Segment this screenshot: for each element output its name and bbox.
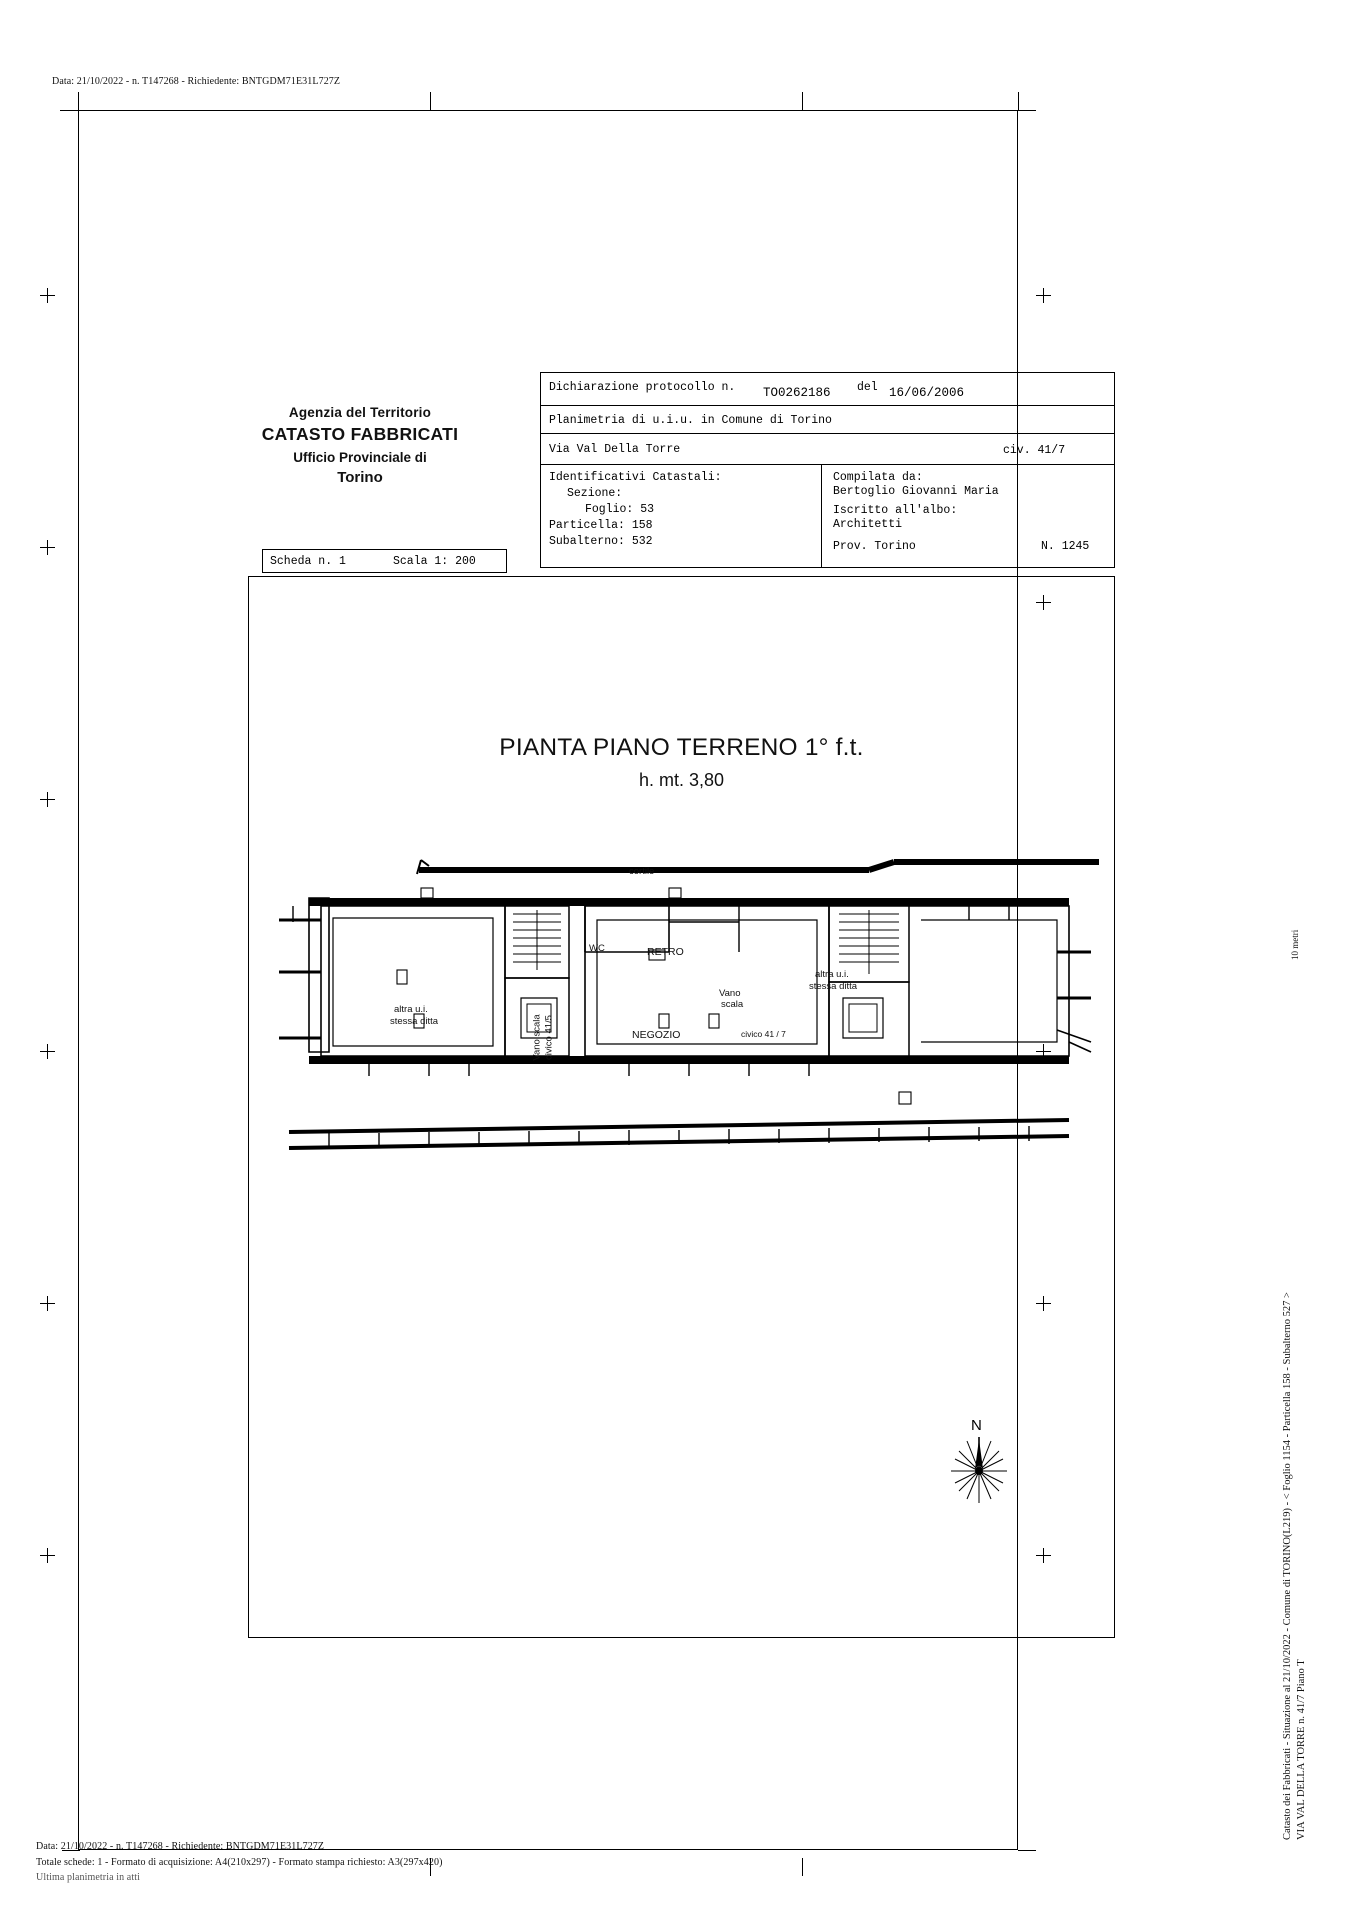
crop-mark [40, 792, 55, 807]
crop-mark [1018, 92, 1019, 110]
footer-request-stamp: Data: 21/10/2022 - n. T147268 - Richiedente: BNTGDM71E31L727Z [36, 1841, 325, 1852]
declaration-row-address [541, 434, 1114, 465]
table-vertical-divider [821, 465, 822, 568]
label-vano-scala-right-line2: scala [721, 999, 744, 1010]
crop-mark [60, 110, 78, 111]
address-text: Via Val Della Torre [549, 443, 681, 456]
registration-number: N. 1245 [1041, 540, 1090, 553]
floor-plan-drawing [269, 802, 1099, 1272]
label-civico-right: civico 41 / 7 [741, 1029, 786, 1039]
crop-mark [40, 1548, 55, 1563]
crop-mark [430, 92, 431, 110]
label-altra-ui-right-line1: altra u.i. [815, 969, 849, 980]
civic-number: civ. 41/7 [1003, 444, 1066, 457]
register-label: Iscritto all'albo: [833, 504, 958, 517]
agency-line-4: Torino [337, 469, 383, 486]
crop-mark [40, 1044, 55, 1059]
side-catasto-reference: Catasto dei Fabbricati - Situazione al 21/10/2022 - Comune di TORINO(L219) - < Foglio 1154 - Particella 158 - Subalterno 527 > [1282, 1292, 1293, 1840]
label-negozio: NEGOZIO [632, 1029, 681, 1041]
plan-title: PIANTA PIANO TERRENO 1° f.t. [499, 734, 864, 761]
declaration-row-planimetry [541, 406, 1114, 434]
crop-mark [78, 92, 79, 110]
compass-rose [949, 1417, 1009, 1507]
compass-north-label: N [971, 1417, 982, 1434]
crop-mark [802, 1858, 803, 1876]
agency-line-2: CATASTO FABBRICATI [261, 424, 459, 444]
label-wc: WC [589, 943, 605, 954]
foglio-value: Foglio: 53 [585, 503, 655, 516]
crop-mark [1036, 288, 1051, 303]
plan-frame [248, 576, 1115, 1638]
protocol-label: Dichiarazione protocollo n. [549, 381, 736, 394]
label-altra-ui-right-line2: stessa ditta [809, 981, 858, 992]
side-address-reference: VIA VAL DELLA TORRE n. 41/7 Piano T [1296, 1659, 1307, 1840]
agency-block [255, 405, 465, 486]
crop-mark [1018, 110, 1036, 111]
label-retro: RETRO [647, 946, 684, 958]
crop-mark [1018, 1850, 1036, 1851]
planimetry-text: Planimetria di u.i.u. in Comune di Torino [549, 414, 832, 427]
register-value: Architetti [833, 518, 903, 531]
label-vano-scala-left-line1: Vano scala [531, 1014, 543, 1061]
label-altra-ui-left-line2: stessa ditta [390, 1016, 439, 1027]
identifiers-title: Identificativi Catastali: [549, 471, 722, 484]
crop-mark [802, 92, 803, 110]
agency-line-1: Agenzia del Territorio [288, 405, 432, 420]
compiled-by-label: Compilata da: [833, 471, 923, 484]
compiled-by-name: Bertoglio Giovanni Maria [833, 485, 999, 498]
declaration-table [540, 372, 1115, 568]
declaration-row-identifiers [541, 465, 1114, 568]
label-cortile: cortile [629, 866, 655, 877]
crop-mark [40, 1296, 55, 1311]
header-request-stamp: Data: 21/10/2022 - n. T147268 - Richiedente: BNTGDM71E31L727Z [52, 76, 341, 87]
label-vano-scala-left-line2: civico 41/5 [543, 1015, 555, 1060]
plan-subtitle: h. mt. 3,80 [638, 770, 725, 790]
crop-mark [40, 540, 55, 555]
sezione-value: Sezione: [567, 487, 623, 500]
particella-value: Particella: 158 [549, 519, 653, 532]
crop-mark [40, 288, 55, 303]
protocol-date: 16/06/2006 [889, 386, 965, 400]
province-value: Prov. Torino [833, 540, 916, 553]
footer-format-info: Totale schede: 1 - Formato di acquisizione: A4(210x297) - Formato stampa richiesto: A3(297x420) [36, 1857, 443, 1868]
scheda-scale: Scala 1: 200 [393, 555, 476, 568]
protocol-number: TO0262186 [763, 386, 831, 400]
declaration-row-protocol [541, 373, 1114, 406]
del-label: del [857, 381, 878, 394]
scheda-scale-box [262, 549, 507, 573]
side-scale-note: 10 metri [1290, 929, 1300, 960]
subalterno-value: Subalterno: 532 [549, 535, 653, 548]
scheda-number: Scheda n. 1 [270, 555, 346, 568]
footer-last-planimetry: Ultima planimetria in atti [36, 1872, 140, 1883]
agency-line-3: Ufficio Provinciale di [293, 450, 427, 465]
label-altra-ui-left-line1: altra u.i. [394, 1004, 428, 1015]
label-vano-scala-right-line1: Vano [719, 988, 741, 999]
